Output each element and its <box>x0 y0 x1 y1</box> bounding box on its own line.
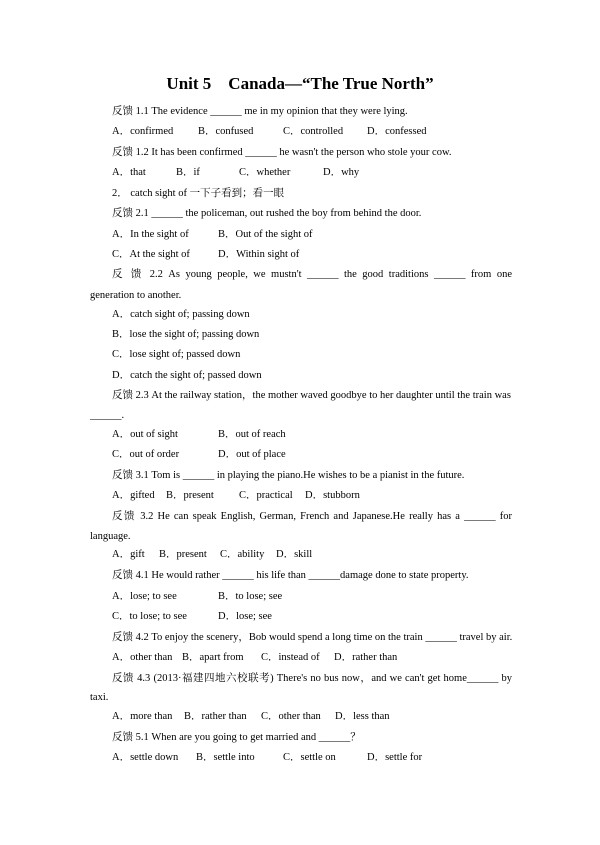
option: A．that <box>112 167 146 178</box>
option: C．ability <box>220 549 265 560</box>
question-stem: 反馈 5.1 When are you going to get married and ______？ <box>112 732 361 743</box>
question-stem: 反馈 3.1 Tom is ______ in playing the piano.He wishes to be a pianist in the future. <box>112 470 465 481</box>
option: B．to lose; see <box>218 591 283 602</box>
section-heading: 2． catch sight of 一下子看到；看一眼 <box>112 188 285 199</box>
option: B．lose the sight of; passing down <box>112 329 260 340</box>
option: C．to lose; to see <box>112 611 187 622</box>
option: A．lose; to see <box>112 591 177 602</box>
option: A．catch sight of; passing down <box>112 309 250 320</box>
question-stem: 反馈 3.2 He can speak English, German, French and Japanese.He really has a ______ for <box>112 511 512 522</box>
option: B．apart from <box>182 652 244 663</box>
option: D．out of place <box>218 449 286 460</box>
option: C．controlled <box>283 126 344 137</box>
option: C．instead of <box>261 652 320 663</box>
option: C．At the sight of <box>112 249 190 260</box>
option: A．In the sight of <box>112 229 189 240</box>
option: D．lose; see <box>218 611 272 622</box>
question-stem-continued: ______. <box>90 410 125 421</box>
option: B．if <box>176 167 200 178</box>
question-stem: 反 馈 2.2 As young people, we mustn't ______ the good traditions ______ from one <box>112 269 512 280</box>
question-stem-continued: language. <box>90 531 131 542</box>
option: B．present <box>159 549 207 560</box>
option: A．other than <box>112 652 173 663</box>
option: B．present <box>166 490 214 501</box>
option: C．practical <box>239 490 293 501</box>
question-stem: 反馈 4.1 He would rather ______ his life than ______damage done to state property. <box>112 570 469 581</box>
option: C．settle on <box>283 752 336 763</box>
option: A．gift <box>112 549 145 560</box>
option: B．settle into <box>196 752 255 763</box>
option: D．Within sight of <box>218 249 300 260</box>
option: D．confessed <box>367 126 427 137</box>
option: B．confused <box>198 126 254 137</box>
option: A．more than <box>112 711 173 722</box>
option: D．settle for <box>367 752 423 763</box>
question-stem: 反馈 2.1 ______ the policeman, out rushed the boy from behind the door. <box>112 208 422 219</box>
option: A．gifted <box>112 490 155 501</box>
option: A．out of sight <box>112 429 178 440</box>
option: C．out of order <box>112 449 180 460</box>
option: D．catch the sight of; passed down <box>112 370 262 381</box>
option: D．stubborn <box>305 490 360 501</box>
option: C．whether <box>239 167 291 178</box>
option: B．out of reach <box>218 429 286 440</box>
question-stem: 反馈 2.3 At the railway station，the mother waved goodbye to her daughter until the train was <box>112 390 511 401</box>
option: D．why <box>323 167 360 178</box>
option: A．confirmed <box>112 126 174 137</box>
question-stem: 反馈 1.2 It has been confirmed ______ he wasn't the person who stole your cow. <box>112 147 452 158</box>
question-stem-continued: generation to another. <box>90 290 182 301</box>
question-stem: 反馈 4.2 To enjoy the scenery，Bob would spend a long time on the train ______ travel by air. <box>112 632 513 643</box>
option: D．less than <box>335 711 390 722</box>
option: D．rather than <box>334 652 398 663</box>
page-title: Unit 5 Canada—“The True North” <box>166 74 434 93</box>
question-stem: 反馈 4.3 (2013·福建四地六校联考) There's no bus now，and we can't get home______ by <box>112 673 512 684</box>
option: C．other than <box>261 711 321 722</box>
option: C．lose sight of; passed down <box>112 349 241 360</box>
option: D．skill <box>276 549 313 560</box>
option: B．rather than <box>184 711 247 722</box>
option: A．settle down <box>112 752 179 763</box>
question-stem: 反馈 1.1 The evidence ______ me in my opinion that they were lying. <box>112 106 408 117</box>
question-stem-continued: taxi. <box>90 692 109 703</box>
option: B．Out of the sight of <box>218 229 313 240</box>
